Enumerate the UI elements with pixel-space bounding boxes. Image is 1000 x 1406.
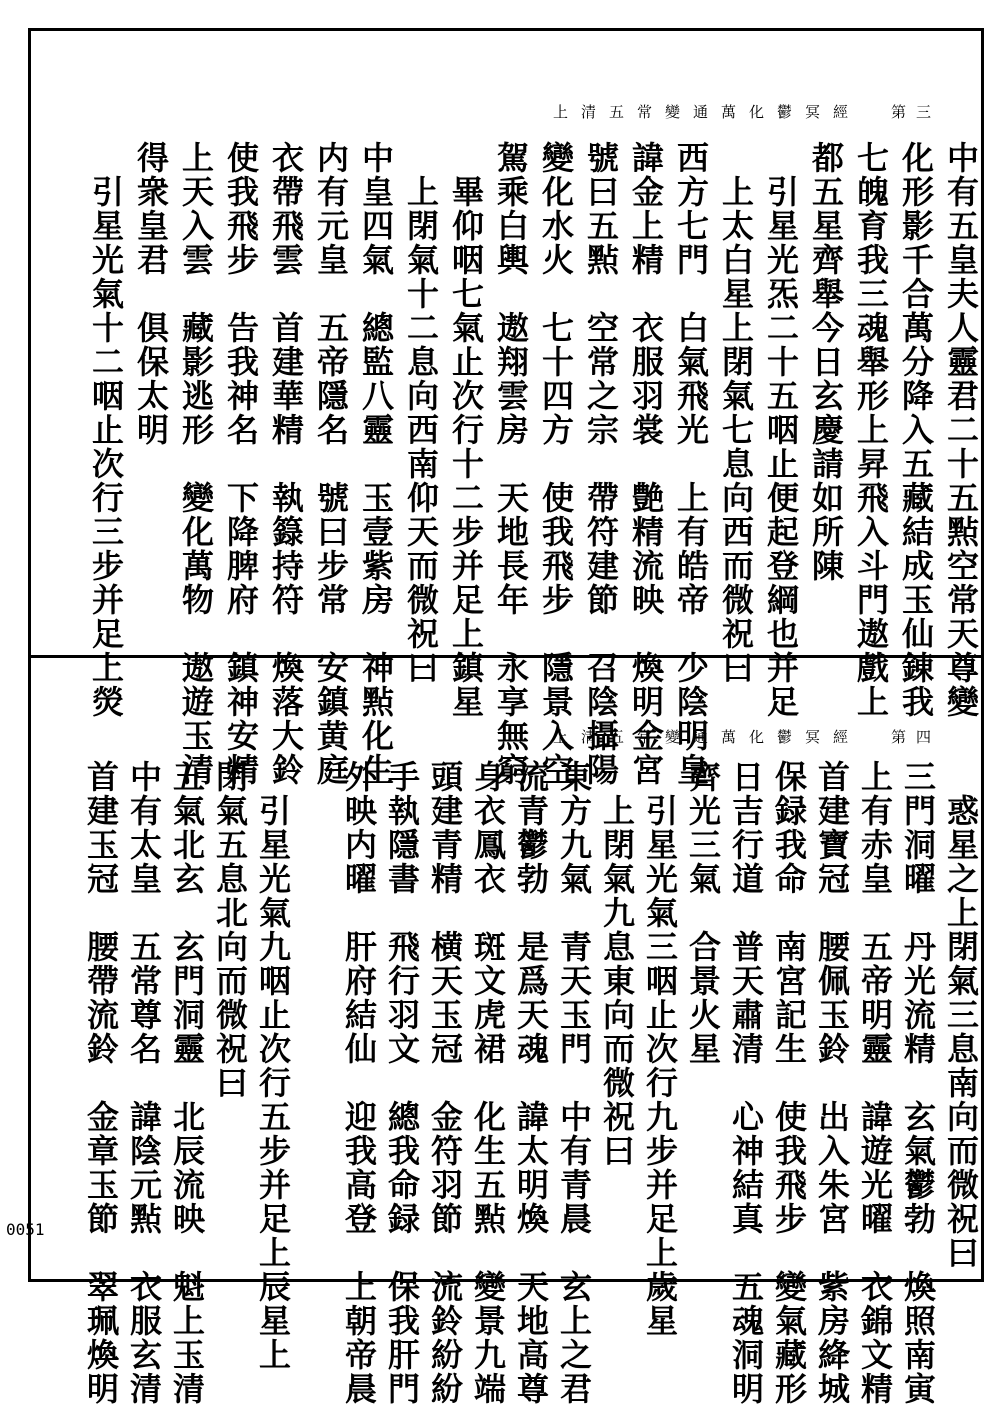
text-column: 首建玉冠 腰帶流鈴 金章玉節 翠珮煥明	[82, 760, 120, 1406]
text-column: 手執隱書 飛行羽文 總我命録 保我肝門	[383, 760, 421, 1406]
text-column: 東方九氣 青天玉門 中有青晨 玄上之君	[555, 760, 593, 1406]
page-bottom	[31, 658, 981, 1406]
text-column: 惑星之上閉氣三息南向而微祝曰	[942, 760, 980, 1270]
page-mark: 第四	[890, 728, 941, 746]
text-column: 上天入雲 藏影逃形 變化萬物 遨遊玉清	[177, 141, 215, 787]
text-column: 變化水火 七十四方 使我飛步 隱景入空	[537, 141, 575, 787]
text-column: 日吉行道 普天肅清 心神結真 五魂洞明	[727, 760, 765, 1406]
text-column: 引星光炁二十五咽止便起登綱也并足	[762, 141, 800, 719]
page-mark: 第三	[890, 103, 941, 121]
side-page-number: 0051	[6, 1220, 45, 1239]
text-column: 號曰五㸃 空常之宗 帶符建節 召陰攝陽	[582, 141, 620, 787]
text-column: 中皇四氣 總監八靈 玉壹紫房 神㸃化生	[357, 141, 395, 787]
text-column: 七魄育我三魂舉形上昇飛入斗門遨戲上	[852, 141, 890, 719]
text-column: 西方七門 白氣飛光 上有皓帝 少陰明皇	[672, 141, 710, 787]
text-column: 駕乘白輿 遨翔雲房 天地長年 永享無窮	[492, 141, 530, 787]
page-header	[553, 101, 941, 122]
text-column: 使我飛步 告我神名 下降脾府 鎮神安精	[222, 141, 260, 787]
text-column: 都五星齊舉今日玄慶請如所陳	[807, 141, 845, 583]
text-column: 閉氣五息北向而微祝曰	[211, 760, 249, 1100]
text-column: 頭建青精 横天玉冠 金符羽節 流鈴紛紛	[426, 760, 464, 1406]
text-column: 保録我命 南宮記生 使我飛步 變氣藏形	[770, 760, 808, 1406]
text-column: 三門洞曜 丹光流精 玄氣鬱勃 煥照南寅	[899, 760, 937, 1406]
text-column: 五氣北玄 玄門洞靈 北辰流映 魁上玉清	[168, 760, 206, 1406]
text-column: 上有赤皇 五帝明靈 諱遊光曜 衣錦文精	[856, 760, 894, 1406]
text-column: 内有元皇 五帝隱名 號曰步常 安鎮黄庭	[312, 141, 350, 787]
text-column: 化形影千合萬分降入五藏結成玉仙錬我	[897, 141, 935, 719]
text-column: 引星光氣三咽止次行九步并足上歲星	[641, 760, 679, 1338]
text-column: 得衆皇君 俱保太明	[132, 141, 170, 447]
text-column: 上閉氣十二息向西南仰天而微祝曰	[402, 141, 440, 685]
text-column: 首建寶冠 腰佩玉鈴 出入朱宮 紫房絳城	[813, 760, 851, 1406]
header-title: 上清五常變通萬化鬱冥經	[552, 728, 861, 746]
text-column: 畢仰咽七氣止次行十二步并足上鎮星	[447, 141, 485, 719]
text-column: 中有太皇 五常尊名 諱陰元㸃 衣服玄清	[125, 760, 163, 1406]
text-column: 齊光三氣 合景火星	[684, 760, 722, 1066]
page-header	[553, 726, 941, 747]
text-column: 流青鬱勃 是爲天魂 諱太明煥 天地高尊	[512, 760, 550, 1406]
header-title: 上清五常變通萬化鬱冥經	[552, 103, 861, 121]
text-column: 諱金上精 衣服羽裳 艶精流映 煥明金宮	[627, 141, 665, 787]
text-column: 上閉氣九息東向而微祝曰	[598, 760, 636, 1168]
text-column: 上太白星上閉氣七息向西而微祝曰	[717, 141, 755, 685]
text-column: 外映内曜 肝府結仙 迎我高登 上朝帝晨	[340, 760, 378, 1406]
text-column: 身衣鳳衣 斑文虎裙 化生五㸃 變景九端	[469, 760, 507, 1406]
text-column: 衣帶飛雲 首建華精 執籙持符 煥落大鈴	[267, 141, 305, 787]
text-column: 中有五皇夫人靈君二十五㸃空常天尊變	[942, 141, 980, 719]
text-column: 引星光氣十二咽止次行三步并足上熒	[87, 141, 125, 719]
text-column: 引星光氣九咽止次行五步并足上辰星上	[254, 760, 292, 1372]
